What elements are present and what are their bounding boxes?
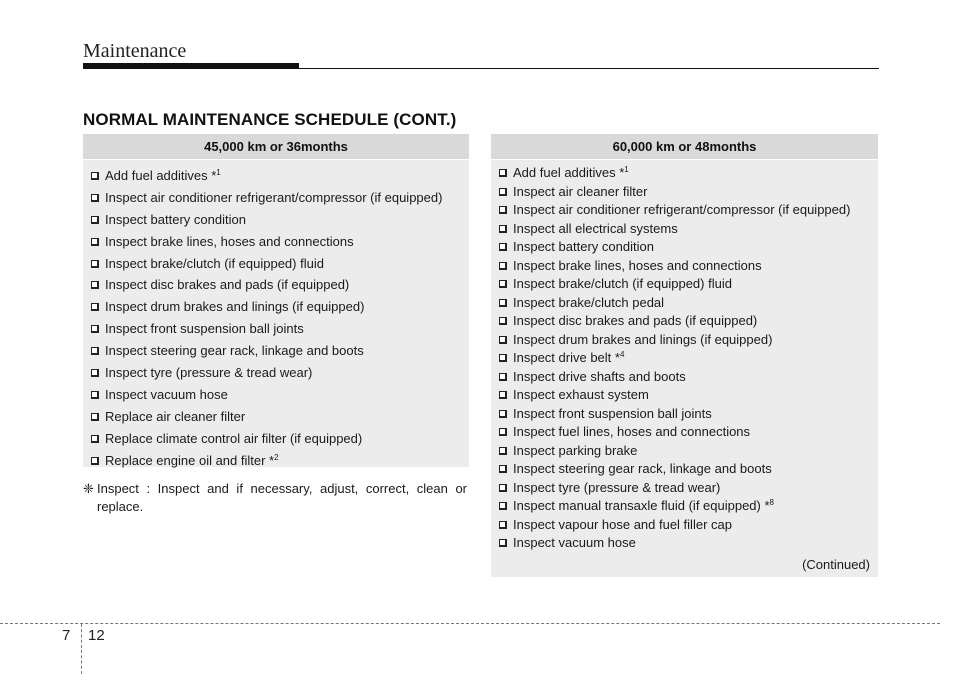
checklist-item-text: Inspect brake lines, hoses and connections (513, 257, 762, 273)
checklist-item-text: Inspect battery condition (513, 239, 654, 255)
checklist-item-text: Add fuel additives * (105, 167, 217, 183)
checkbox-icon (499, 447, 507, 455)
checklist-item-text: Inspect disc brakes and pads (if equipped) (513, 313, 758, 329)
checklist-item (83, 428, 469, 450)
checkbox-icon (91, 457, 99, 465)
footer-divider (81, 624, 82, 674)
checkbox-icon (499, 521, 507, 529)
checklist-item (491, 201, 878, 220)
checklist-item-text: Inspect drive belt * (513, 350, 620, 366)
checkbox-icon (91, 413, 99, 421)
checklist-item (83, 231, 469, 253)
checklist-item-text: Inspect all electrical systems (513, 220, 678, 236)
checklist-item-text: Inspect brake/clutch (if equipped) fluid (105, 255, 324, 271)
checklist-item-text: Inspect disc brakes and pads (if equipped) (105, 277, 350, 293)
checkbox-icon (91, 260, 99, 268)
checkbox-icon (499, 484, 507, 492)
checkbox-icon (499, 410, 507, 418)
checklist-item (491, 423, 878, 442)
checklist-item (83, 209, 469, 231)
note-text: Inspect : Inspect and if necessary, adjust, correct, clean or replace. (97, 481, 467, 514)
checklist-item-text: Inspect brake/clutch pedal (513, 294, 665, 310)
checklist-item (83, 253, 469, 275)
checklist-item-text: Inspect steering gear rack, linkage and boots (105, 343, 364, 359)
checkbox-icon (91, 435, 99, 443)
checkbox-icon (499, 206, 507, 214)
checkbox-icon (91, 391, 99, 399)
checkbox-icon (91, 369, 99, 377)
page-number: 12 (88, 627, 105, 644)
checklist-item (491, 534, 878, 553)
checkbox-icon (91, 281, 99, 289)
checklist-item-text: Replace engine oil and filter * (105, 452, 275, 468)
checklist-item (491, 479, 878, 498)
checkbox-icon (499, 373, 507, 381)
left-column-body (83, 160, 469, 467)
left-column-heading: 45,000 km or 36months (83, 134, 469, 159)
checkbox-icon (91, 194, 99, 202)
footer-dashed-rule (0, 623, 940, 624)
checklist-item-text: Inspect air conditioner refrigerant/compressor (if equipped) (513, 202, 851, 218)
checklist-item-text: Inspect drum brakes and linings (if equipped) (105, 299, 365, 315)
checklist-item (83, 187, 469, 209)
checkbox-icon (91, 172, 99, 180)
checklist-item-text: Inspect vacuum hose (513, 535, 636, 551)
checkbox-icon (91, 238, 99, 246)
checklist-item-text: Inspect tyre (pressure & tread wear) (105, 364, 313, 380)
checkbox-icon (499, 539, 507, 547)
section-title: NORMAL MAINTENANCE SCHEDULE (CONT.) (83, 110, 457, 129)
checklist-item: Add fuel additives * $^1$ (491, 164, 878, 183)
checklist-item (491, 257, 878, 276)
header-rule (299, 68, 879, 69)
checkbox-icon (499, 465, 507, 473)
header-bar (83, 63, 299, 69)
checklist-item (83, 274, 469, 296)
checklist-item: Replace engine oil and filter * $^2$ (83, 450, 469, 472)
header-title: Maintenance (83, 40, 187, 62)
note-symbol: ❈ (83, 481, 94, 496)
checkbox-icon (499, 317, 507, 325)
checkbox-icon (499, 188, 507, 196)
checklist-item (491, 183, 878, 202)
checkbox-icon (91, 325, 99, 333)
checkbox-icon (499, 428, 507, 436)
checklist-item-text: Inspect brake lines, hoses and connections (105, 233, 354, 249)
checklist-item (491, 220, 878, 239)
checklist-item-text: Inspect front suspension ball joints (513, 405, 712, 421)
checklist-item-text: Replace air cleaner filter (105, 408, 246, 424)
checkbox-icon (499, 225, 507, 233)
checklist-item (83, 384, 469, 406)
checklist-item (491, 275, 878, 294)
checklist-item: Inspect drive belt * $^4$ (491, 349, 878, 368)
chapter-number: 7 (62, 627, 71, 644)
checklist-item (83, 406, 469, 428)
checklist-item (83, 296, 469, 318)
right-column-body (491, 160, 878, 577)
checkbox-icon (91, 303, 99, 311)
checklist-item (491, 331, 878, 350)
checklist-item-text: Inspect vapour hose and fuel filler cap (513, 516, 732, 532)
checklist-item-text: Inspect drive shafts and boots (513, 368, 686, 384)
checklist-item: Inspect manual transaxle fluid (if equipped) * $^8$ (491, 497, 878, 516)
checklist-item-text: Inspect parking brake (513, 442, 638, 458)
checkbox-icon (499, 169, 507, 177)
checklist-item (491, 238, 878, 257)
checklist-item-text: Inspect manual transaxle fluid (if equipped) * (513, 498, 770, 514)
checklist-item-text: Inspect vacuum hose (105, 386, 228, 402)
checklist-item-text: Inspect brake/clutch (if equipped) fluid (513, 276, 732, 292)
checklist-item-text: Inspect air cleaner filter (513, 183, 648, 199)
checkbox-icon (91, 347, 99, 355)
checkbox-icon (91, 216, 99, 224)
right-checklist (491, 160, 878, 553)
checklist-item (491, 516, 878, 535)
checklist-item (491, 294, 878, 313)
right-column-heading: 60,000 km or 48months (491, 134, 878, 159)
checklist-item (83, 318, 469, 340)
checkbox-icon (499, 502, 507, 510)
checklist-item-text: Inspect battery condition (105, 211, 246, 227)
checkbox-icon (499, 299, 507, 307)
checklist-item (491, 368, 878, 387)
checkbox-icon (499, 336, 507, 344)
checklist-item (491, 386, 878, 405)
checklist-item (491, 460, 878, 479)
checklist-item (491, 312, 878, 331)
checklist-item (491, 442, 878, 461)
checkbox-icon (499, 243, 507, 251)
checkbox-icon (499, 262, 507, 270)
checklist-item-text: Inspect exhaust system (513, 387, 649, 403)
checklist-item: Add fuel additives * $^1$ (83, 165, 469, 187)
checklist-item-text: Inspect steering gear rack, linkage and boots (513, 461, 772, 477)
checklist-item-text: Inspect front suspension ball joints (105, 321, 304, 337)
checklist-item-text: Inspect tyre (pressure & tread wear) (513, 479, 721, 495)
checklist-item-text: Inspect fuel lines, hoses and connections (513, 424, 751, 440)
continued-label: (Continued) (802, 557, 870, 572)
checklist-item (83, 340, 469, 362)
checklist-item (83, 362, 469, 384)
checkbox-icon (499, 391, 507, 399)
checkbox-icon (499, 354, 507, 362)
inspect-note (83, 480, 467, 516)
checklist-item-text: Add fuel additives * (513, 165, 625, 181)
checklist-item-text: Inspect drum brakes and linings (if equipped) (513, 331, 773, 347)
left-checklist (83, 160, 469, 471)
checklist-item-text: Replace climate control air filter (if equipped) (105, 430, 363, 446)
checklist-item (491, 405, 878, 424)
checklist-item-text: Inspect air conditioner refrigerant/compressor (if equipped) (105, 189, 443, 205)
checkbox-icon (499, 280, 507, 288)
